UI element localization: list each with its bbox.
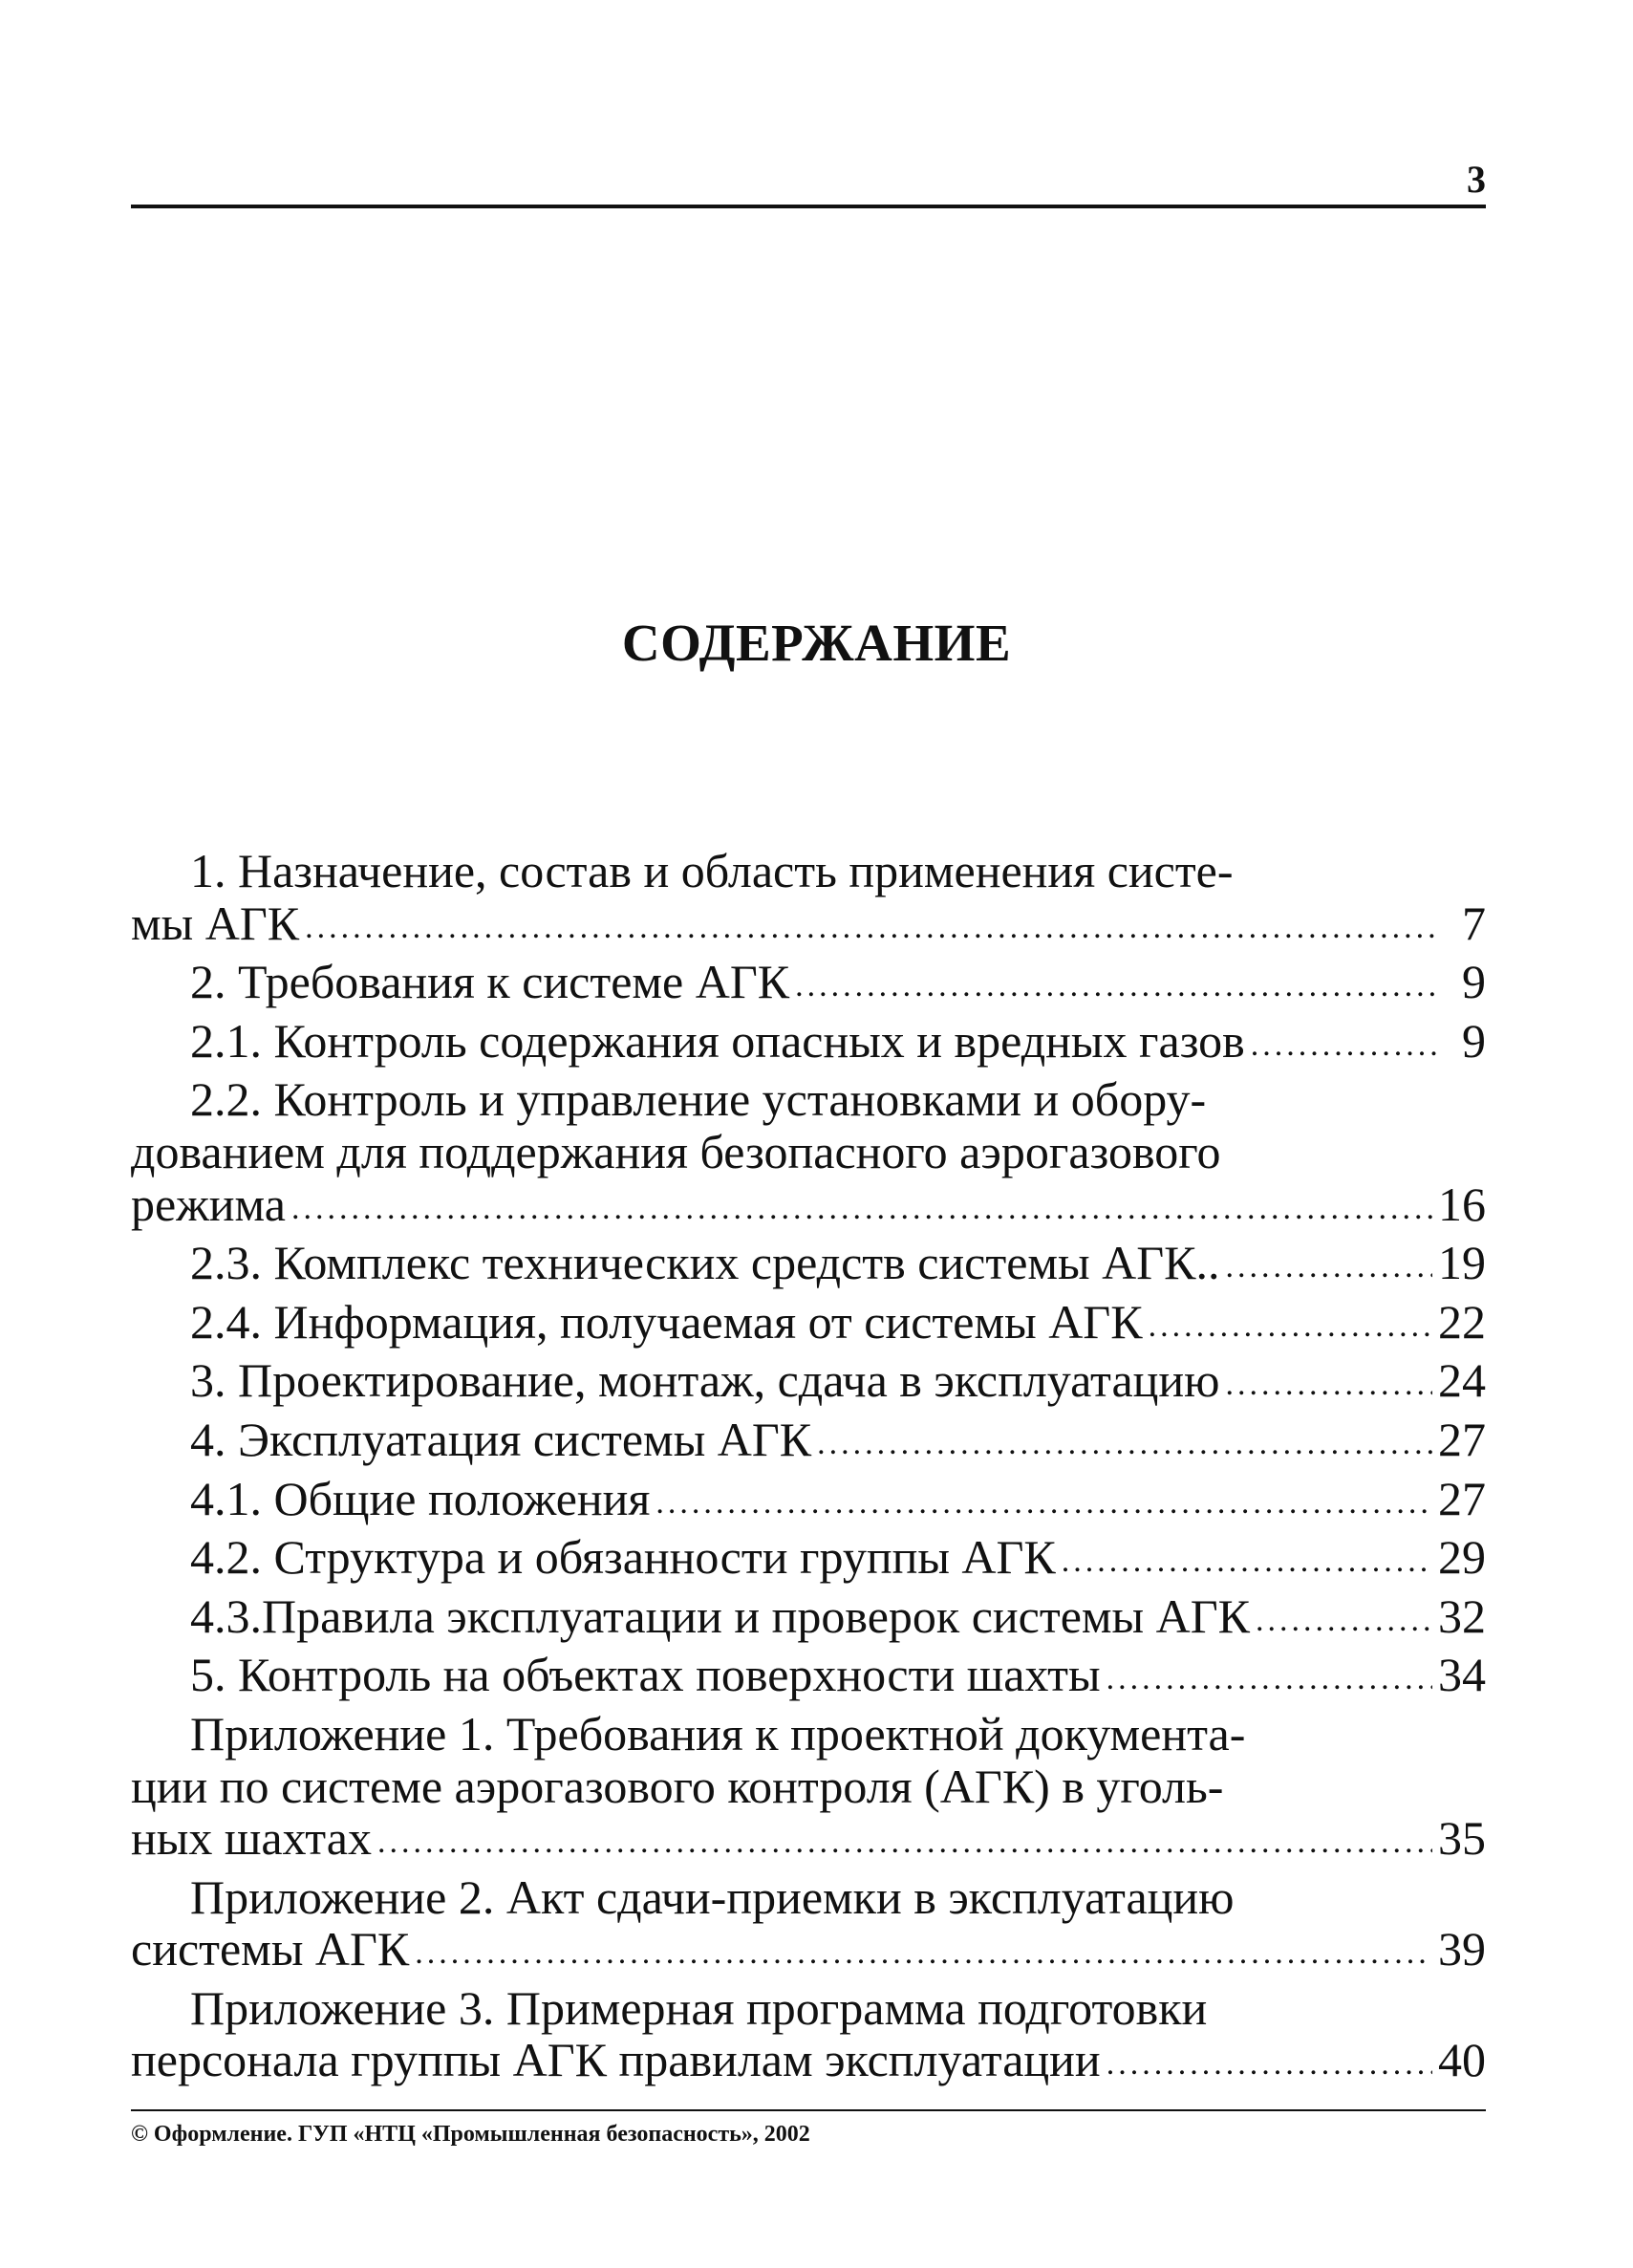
dot-leader [1107,2039,1432,2091]
toc-title: СОДЕРЖАНИЕ [621,614,1012,672]
toc-entry [131,1073,1486,1237]
toc-entry-title: 2.1. Контроль содержания опасных и вредных газов [190,1013,1245,1068]
toc-entry-last-line [131,1473,1486,1532]
dot-leader [305,902,1438,955]
dot-leader [795,961,1438,1013]
toc-entry [131,956,1486,1015]
footer-copyright: © Оформление. ГУП «НТЦ «Промышленная безопасность», 2002 [131,2122,810,2147]
toc-page-number: 7 [1462,896,1486,950]
toc-entry-title: 5. Контроль на объектах поверхности шахты [190,1648,1101,1702]
toc-entry [131,1414,1486,1473]
toc-entry-title: системы АГК [131,1922,410,1976]
toc-entry-title: ных шахтах [131,1811,372,1866]
table-of-contents [131,845,1486,2093]
dot-leader [1256,1595,1432,1648]
dot-leader [1251,1020,1438,1072]
toc-entry-text-line: дованием для поддержания безопасного аэрогазового [131,1124,1221,1178]
dot-leader [1149,1301,1432,1353]
dot-leader [415,1928,1432,1980]
page-number: 3 [1467,158,1486,201]
toc-page-number: 32 [1438,1588,1486,1643]
toc-page-number: 22 [1438,1294,1486,1349]
toc-page-number: 34 [1438,1648,1486,1702]
toc-entry-text-line: Приложение 2. Акт сдачи-приемки в эксплуатацию [190,1869,1235,1924]
toc-entry-text-line: 2.2. Контроль и управление установками и обору- [190,1072,1207,1127]
toc-page-number: 29 [1438,1530,1486,1585]
toc-entry-last-line [131,1649,1486,1708]
toc-page-number: 9 [1462,1013,1486,1068]
toc-page-number: 24 [1438,1353,1486,1408]
dot-leader [1062,1536,1432,1588]
toc-page-number: 39 [1438,1922,1486,1976]
toc-entry-last-line [131,1178,1486,1238]
toc-entry-title: 4.2. Структура и обязанности группы АГК [190,1530,1056,1585]
toc-entry-last-line [131,897,1486,957]
header-rule [131,205,1486,208]
toc-entry-title: 2.3. Комплекс технических средств системы АГК.. [190,1236,1220,1290]
toc-page-number: 19 [1438,1236,1486,1290]
toc-entry-last-line [131,1923,1486,1982]
dot-leader [817,1418,1432,1471]
toc-entry [131,1982,1486,2093]
dot-leader [655,1478,1432,1530]
toc-entry-last-line [131,1015,1486,1074]
toc-entry-title: 4. Эксплуатация системы АГК [190,1412,812,1466]
dot-leader [377,1817,1432,1869]
toc-entry-text-line: 1. Назначение, состав и область применения систе- [190,844,1234,897]
toc-page-number: 27 [1438,1412,1486,1466]
toc-entry-last-line [131,2034,1486,2093]
toc-entry-last-line [131,1296,1486,1355]
toc-entry [131,845,1486,956]
toc-entry-last-line [131,1414,1486,1473]
toc-entry-last-line [131,1354,1486,1414]
dot-leader [1226,1359,1432,1412]
toc-entry-title: мы АГК [131,896,300,950]
footer-rule [131,2109,1486,2111]
toc-entry-title: режима [131,1177,286,1231]
dot-leader [291,1183,1432,1236]
toc-entry-last-line [131,1531,1486,1590]
toc-entry [131,1649,1486,1708]
toc-entry [131,1531,1486,1590]
toc-entry [131,1015,1486,1074]
toc-entry [131,1871,1486,1982]
toc-entry-last-line [131,1590,1486,1650]
toc-entry [131,1354,1486,1414]
toc-page-number: 35 [1438,1811,1486,1866]
toc-page-number: 16 [1438,1177,1486,1231]
toc-entry-title: 2. Требования к системе АГК [190,955,790,1009]
toc-entry-title: персонала группы АГК правилам эксплуатации [131,2033,1101,2087]
toc-page-number: 9 [1462,955,1486,1009]
toc-entry-title: 4.1. Общие положения [190,1471,651,1525]
toc-entry-title: 4.3.Правила эксплуатации и проверок системы АГК [190,1588,1250,1643]
dot-leader [1226,1242,1432,1294]
toc-entry-last-line [131,1812,1486,1871]
toc-entry-text-line: Приложение 1. Требования к проектной документа- [190,1706,1246,1760]
toc-page-number: 27 [1438,1471,1486,1525]
toc-entry-text-line: Приложение 3. Примерная программа подготовки [190,1980,1208,2035]
toc-entry [131,1590,1486,1650]
dot-leader [1107,1653,1432,1706]
toc-entry [131,1708,1486,1871]
toc-entry-last-line [131,1237,1486,1296]
toc-entry-title: 3. Проектирование, монтаж, сдача в эксплуатацию [190,1353,1220,1408]
toc-entry [131,1473,1486,1532]
toc-entry [131,1237,1486,1296]
toc-entry-text-line: ции по системе аэрогазового контроля (АГК) в уголь- [131,1759,1224,1813]
toc-entry-title: 2.4. Информация, получаемая от системы АГК [190,1294,1143,1349]
toc-entry-last-line [131,956,1486,1015]
toc-page-number: 40 [1438,2033,1486,2087]
toc-entry [131,1296,1486,1355]
